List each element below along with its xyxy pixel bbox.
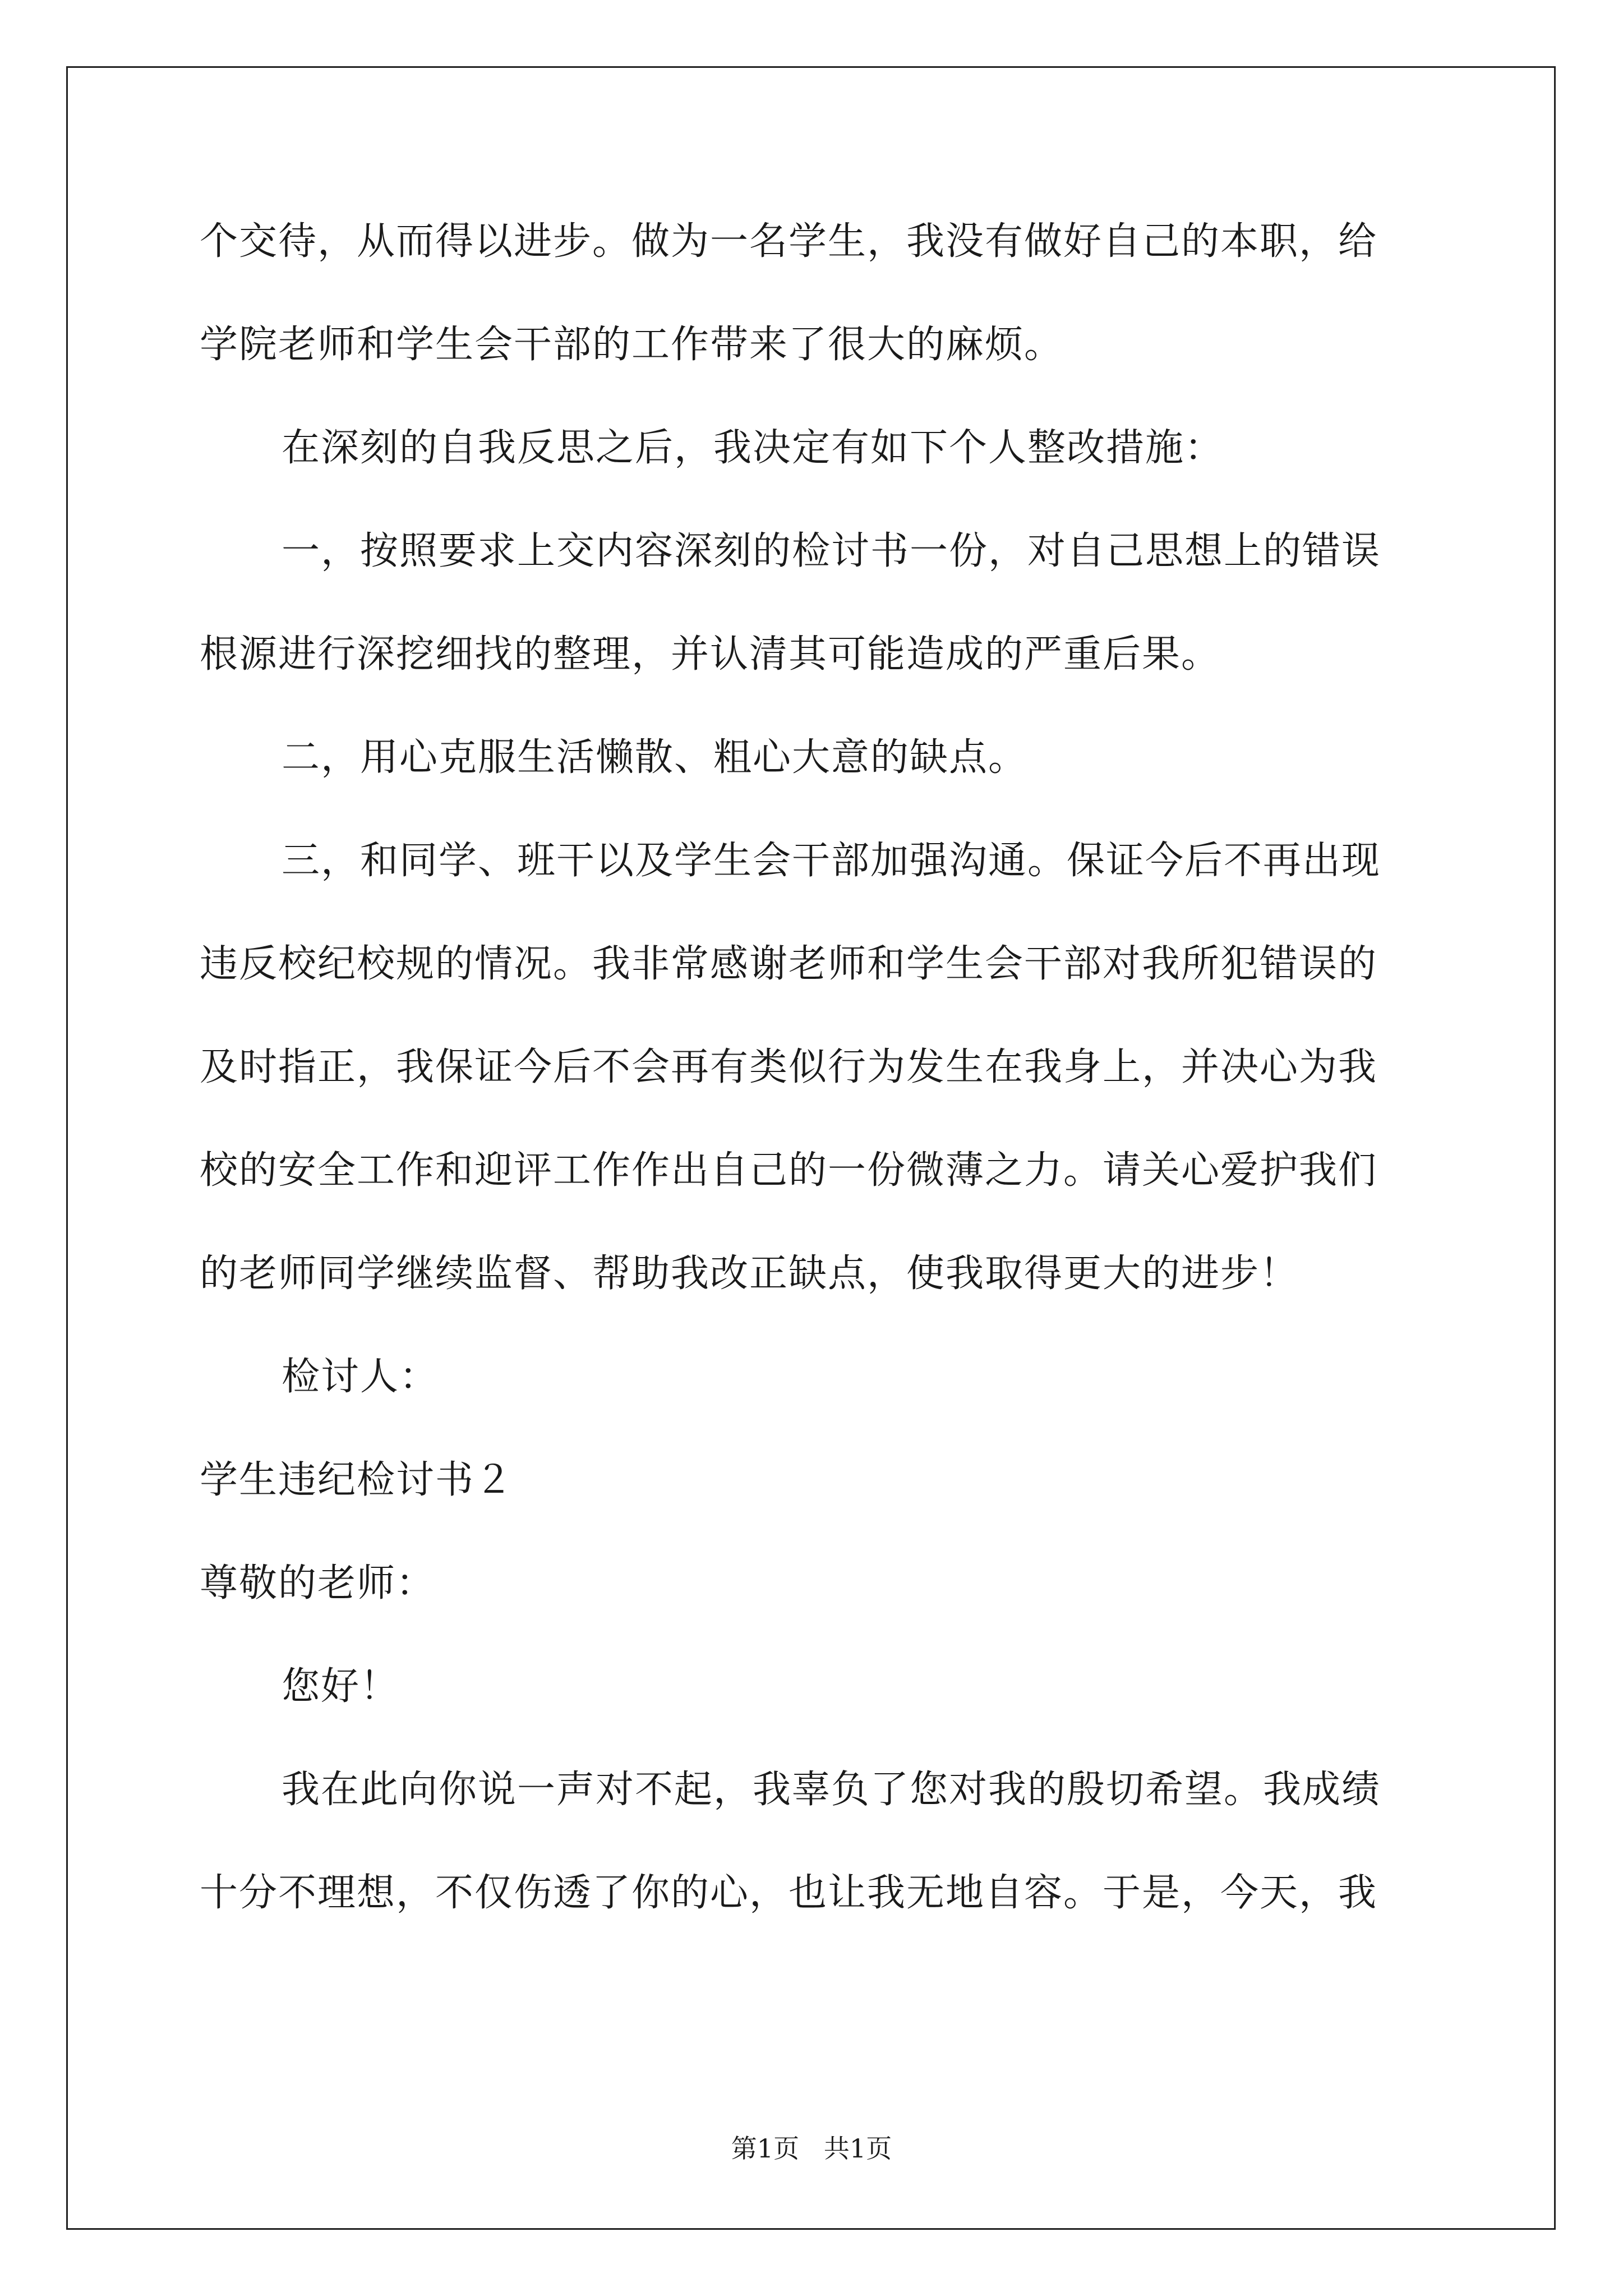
body-line: 个交待，从而得以进步。做为一名学生，我没有做好自己的本职，给 (200, 219, 1378, 264)
body-line: 在深刻的自我反思之后，我决定有如下个人整改措施： (282, 426, 1224, 470)
greeting: 您好！ (282, 1664, 400, 1709)
body-line: 二，用心克服生活懒散、粗心大意的缺点。 (282, 735, 1028, 780)
body-line: 学院老师和学生会干部的工作带来了很大的麻烦。 (200, 323, 1064, 367)
signature-label: 检讨人： (282, 1355, 439, 1399)
document-body (200, 213, 1422, 1968)
body-line: 违反校纪校规的情况。我非常感谢老师和学生会干部对我所犯错误的 (200, 942, 1378, 986)
body-line: 我在此向你说一声对不起，我辜负了您对我的殷切希望。我成绩 (282, 1768, 1381, 1812)
section-title: 学生违纪检讨书２ (200, 1458, 514, 1502)
page-footer: 第1页 共1页 (731, 2133, 892, 2164)
body-line: 及时指正，我保证今后不会再有类似行为发生在我身上，并决心为我 (200, 1045, 1378, 1089)
body-line: 三，和同学、班干以及学生会干部加强沟通。保证今后不再出现 (282, 839, 1381, 883)
body-line: 校的安全工作和迎评工作作出自己的一份微薄之力。请关心爱护我们 (200, 1148, 1378, 1193)
salutation: 尊敬的老师： (200, 1561, 436, 1605)
body-line: 的老师同学继续监督、帮助我改正缺点，使我取得更大的进步！ (200, 1251, 1299, 1296)
body-line: 十分不理想，不仅伤透了你的心，也让我无地自容。于是，今天，我 (200, 1871, 1378, 1915)
body-line: 一，按照要求上交内容深刻的检讨书一份，对自己思想上的错误 (282, 529, 1381, 573)
body-line: 根源进行深挖细找的整理，并认清其可能造成的严重后果。 (200, 632, 1221, 677)
